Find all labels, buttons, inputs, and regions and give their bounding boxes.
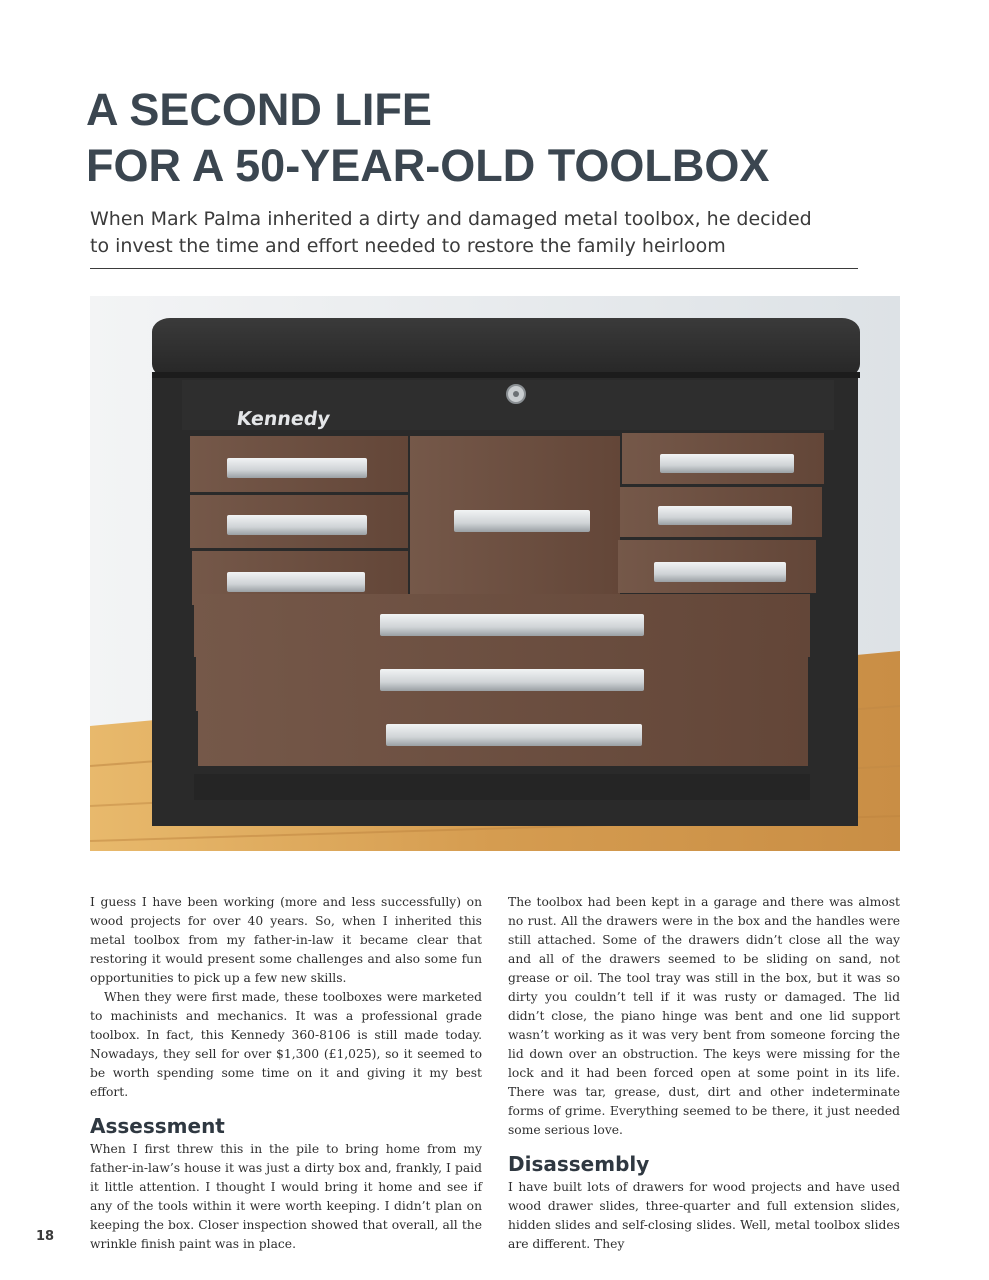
toolbox-lid bbox=[152, 318, 860, 378]
paragraph: When they were first made, these toolboxes were marketed to machinists and mechanics. It was a professional grade toolbox. In fact, this Kennedy 360-8106 is still made today. Nowadays, they sell for over $1,300 (£1,025), so it seemed to be worth spending some time on it and giving it my best effort. bbox=[90, 990, 482, 1099]
standfirst bbox=[90, 206, 850, 260]
article-title bbox=[86, 82, 906, 194]
paragraph: When I first threw this in the pile to bring home from my father-in-law’s house it was just a dirty box and, frankly, I paid it little attention. I thought I would bring it home and see if any of the tools within it were worth keeping. I didn’t plan on keeping the box. Closer inspection showed that overall, all the wrinkle finish paint was in place. bbox=[90, 1142, 482, 1251]
cabinet-base bbox=[194, 774, 810, 800]
title-line-1: A SECOND LIFE bbox=[86, 84, 432, 135]
paragraph: I have built lots of drawers for wood projects and have used wood drawer slides, three-quarter and full extension slides, hidden slides and self-closing slides. Well, metal toolbox slides are different. They bbox=[508, 1180, 900, 1251]
section-heading-disassembly: Disassembly bbox=[508, 1152, 650, 1176]
page-number: 18 bbox=[36, 1229, 55, 1244]
section-heading-assessment: Assessment bbox=[90, 1114, 225, 1138]
standfirst-line-1: When Mark Palma inherited a dirty and damaged metal toolbox, he decided bbox=[90, 208, 812, 230]
paragraph: The toolbox had been kept in a garage and there was almost no rust. All the drawers were in the box and the handles were still attached. Some of the drawers didn’t close all the way and all of the drawers seemed to be sliding on sand, not grease or oil. The tool tray was still in the box, but it was so dirty you couldn’t tell if it was rusty or damaged. The lid didn’t close, the piano hinge was bent and one lid support wasn’t working as it was very bent from someone forcing the lid down over an obstruction. The keys were missing for the lock and it had been forced open at some point in its life. There was tar, grease, dust, dirt and other indeterminate forms of grime. Everything seemed to be there, it just needed some serious love. bbox=[508, 895, 900, 1137]
toolbox-photo bbox=[90, 296, 900, 851]
title-line-2: FOR A 50-YEAR-OLD TOOLBOX bbox=[86, 140, 770, 191]
standfirst-line-2: to invest the time and effort needed to restore the family heirloom bbox=[90, 235, 726, 257]
drawer-set bbox=[190, 433, 824, 766]
body-column-right bbox=[508, 893, 900, 1254]
paragraph: I guess I have been working (more and less successfully) on wood projects for over 40 years. So, when I inherited this metal toolbox from my father-in-law it became clear that restoring it would present some challenges and also some fun opportunities to pick up a few new skills. bbox=[90, 895, 482, 985]
body-column-left bbox=[90, 893, 482, 1254]
heading-rule bbox=[90, 268, 858, 269]
brand-badge: Kennedy bbox=[235, 407, 332, 430]
